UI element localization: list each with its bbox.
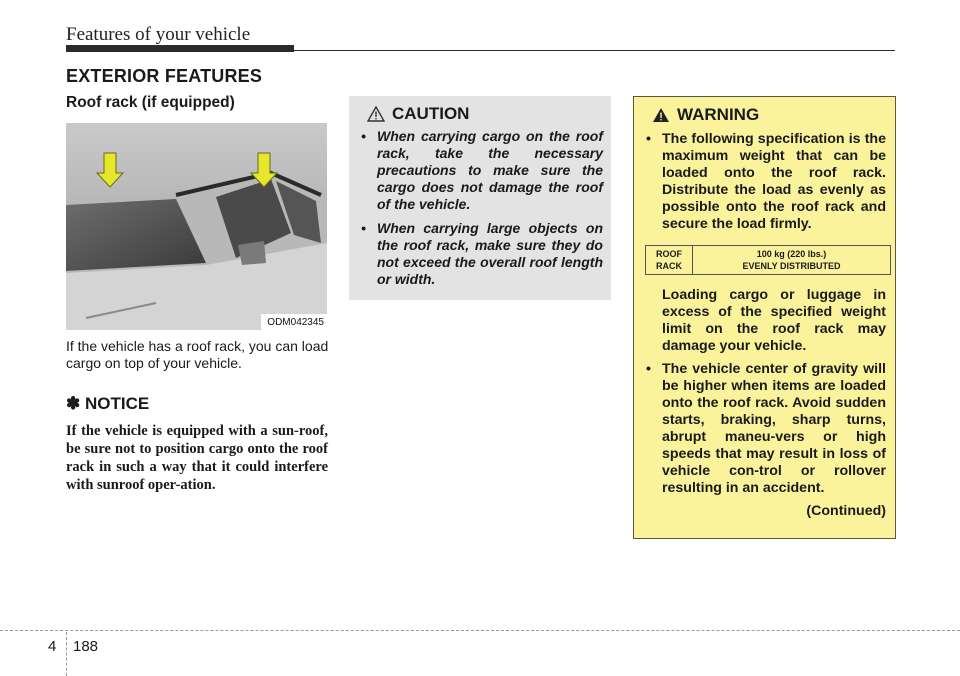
header-bar <box>66 45 294 52</box>
warning-list <box>642 361 886 497</box>
warning-title: WARNING <box>677 105 760 124</box>
header-rule <box>294 50 895 51</box>
spec-value-line: EVENLY DISTRIBUTED <box>742 261 841 271</box>
roof-rack-description: If the vehicle has a roof rack, you can load cargo on top of your vehicle. <box>66 338 329 371</box>
spec-label-line: ROOF <box>656 249 682 259</box>
bullet: • <box>361 220 366 236</box>
spec-label <box>646 246 693 274</box>
page-header-title: Features of your vehicle <box>66 24 251 45</box>
spec-value <box>693 246 890 274</box>
spec-value-line: 100 kg (220 lbs.) <box>756 249 827 259</box>
warning-list <box>642 131 886 233</box>
spec-label-line: RACK <box>656 261 682 271</box>
section-title: EXTERIOR FEATURES <box>66 66 263 86</box>
caution-triangle-icon <box>367 106 385 122</box>
caution-item-text: When carrying cargo on the roof rack, take the necessary precautions to make sure the cargo does not damage the roof of the vehicle. <box>377 128 603 212</box>
caution-header <box>367 104 603 124</box>
warning-triangle-icon <box>652 107 670 123</box>
warning-middle-text: Loading cargo or luggage in excess of the specified weight limit on the roof rack may damage your vehicle. <box>662 287 886 354</box>
image-label: ODM042345 <box>261 314 327 330</box>
warning-item <box>642 131 886 233</box>
caution-title: CAUTION <box>392 104 470 123</box>
chapter-number: 4 <box>48 638 57 655</box>
warning-box <box>633 96 896 539</box>
bullet: • <box>646 131 651 147</box>
warning-item-text: The following specification is the maximum weight that can be loaded onto the roof rack. Distribute the load as evenly as possible onto the roof rack and secure the load firmly. <box>662 131 886 232</box>
caution-box <box>349 96 611 300</box>
footer-rule <box>0 630 960 631</box>
roof-rack-photo <box>66 123 327 330</box>
footer-divider <box>66 632 67 676</box>
bullet: • <box>361 128 366 144</box>
caution-item <box>357 128 603 213</box>
warning-item <box>642 361 886 497</box>
continued-label: (Continued) <box>806 503 886 519</box>
warning-item-text: The vehicle center of gravity will be higher when items are loaded onto the roof rack. Avoid sudden starts, braking, sharp turns, abrupt maneu-vers or high speeds that may result in loss of vehicle con-trol or rollover resulting in an accident. <box>662 361 886 496</box>
car-roof-illustration <box>66 123 327 330</box>
notice-text: If the vehicle is equipped with a sun-roof, be sure not to position cargo onto the roof rack in such a way that it could interfere with sunroof oper-ation. <box>66 423 328 493</box>
notice-title: ✽ NOTICE <box>66 394 150 413</box>
bullet: • <box>646 361 651 377</box>
page-number: 188 <box>73 638 99 655</box>
caution-item-text: When carrying large objects on the roof rack, make sure they do not exceed the overall roof length or width. <box>377 220 603 287</box>
caution-item <box>357 220 603 288</box>
roof-rack-subtitle: Roof rack (if equipped) <box>66 94 235 111</box>
spec-table <box>645 245 891 275</box>
caution-list <box>357 128 603 288</box>
warning-header <box>652 105 886 125</box>
